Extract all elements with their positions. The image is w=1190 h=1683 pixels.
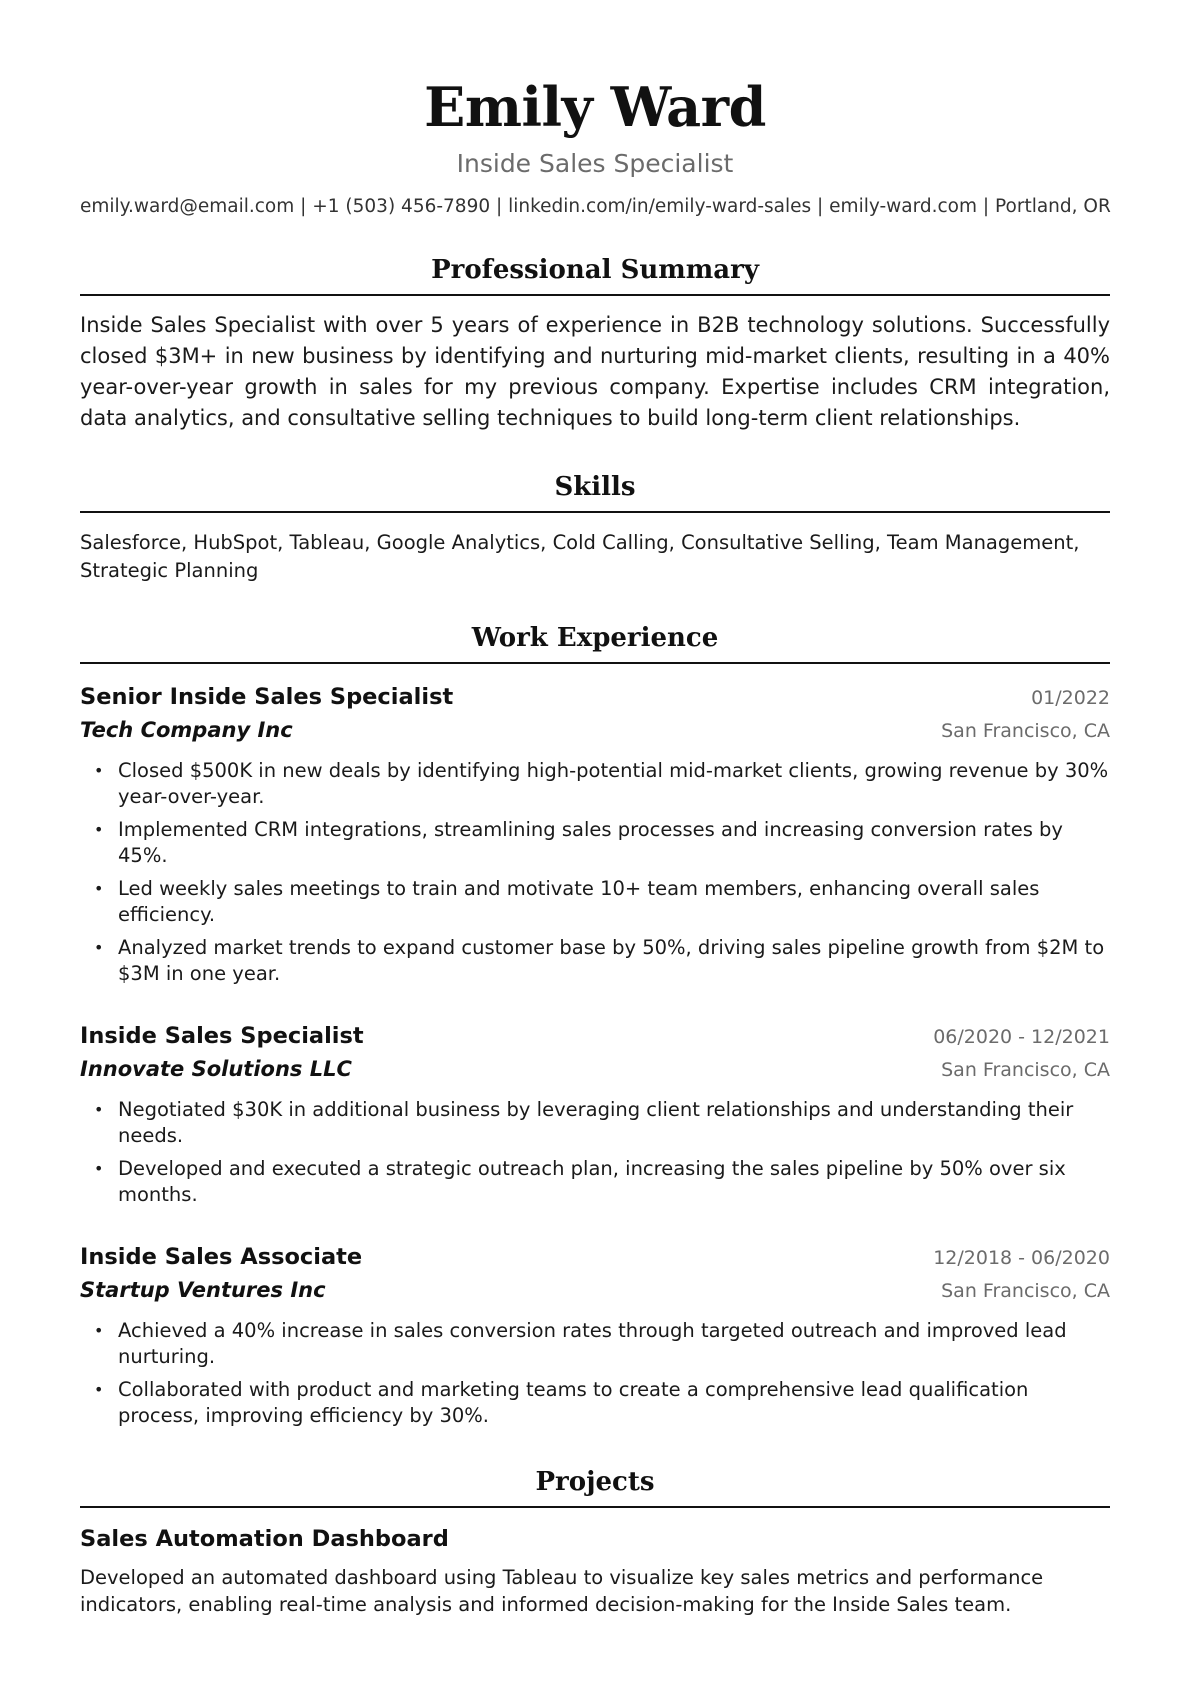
- section-title-skills: Skills: [80, 472, 1110, 513]
- project-title: Sales Automation Dashboard: [80, 1526, 449, 1553]
- job-location: San Francisco, CA: [941, 1059, 1110, 1082]
- job-bullet: • Analyzed market trends to expand customer base by 50%, driving sales pipeline growth from $2M to $3M in one year.: [118, 935, 1110, 987]
- project-description: Developed an automated dashboard using Tableau to visualize key sales metrics and performance indicators, enabling real-time analysis and informed decision-making for the Inside Sales team.: [80, 1566, 1044, 1617]
- job-entry: [80, 1023, 1110, 1208]
- job-title: Inside Sales Specialist: [80, 1023, 364, 1050]
- job-company: Startup Ventures Inc: [80, 1278, 326, 1303]
- job-bullet: • Achieved a 40% increase in sales conversion rates through targeted outreach and improved lead nurturing.: [118, 1318, 1110, 1370]
- contact-line: emily.ward@email.com | +1 (503) 456-7890 | linkedin.com/in/emily-ward-sales | emily-ward.com | Portland, OR: [80, 196, 1111, 218]
- job-entry: [80, 684, 1110, 987]
- job-company: Innovate Solutions LLC: [80, 1057, 352, 1082]
- job-bullets: [80, 1318, 1110, 1429]
- candidate-role: Inside Sales Specialist: [456, 149, 734, 179]
- job-bullets: [80, 1097, 1110, 1208]
- job-bullet: • Developed and executed a strategic outreach plan, increasing the sales pipeline by 50% over six months.: [118, 1156, 1110, 1208]
- section-title-experience: Work Experience: [80, 623, 1110, 664]
- job-bullet: • Implemented CRM integrations, streamlining sales processes and increasing conversion rates by 45%.: [118, 817, 1110, 869]
- summary-section: [80, 255, 1110, 434]
- job-date: 01/2022: [1031, 687, 1110, 710]
- skills-section: [80, 472, 1110, 585]
- job-title: Inside Sales Associate: [80, 1244, 363, 1271]
- job-bullets: [80, 758, 1110, 987]
- job-title: Senior Inside Sales Specialist: [80, 684, 454, 711]
- job-location: San Francisco, CA: [941, 720, 1110, 743]
- job-bullet: • Closed $500K in new deals by identifying high-potential mid-market clients, growing revenue by 30% year-over-year.: [118, 758, 1110, 810]
- job-entry: [80, 1244, 1110, 1429]
- candidate-name: Emily Ward: [424, 75, 766, 139]
- section-title-summary: Professional Summary: [80, 255, 1110, 296]
- job-bullet: • Led weekly sales meetings to train and motivate 10+ team members, enhancing overall sales efficiency.: [118, 876, 1110, 928]
- job-company: Tech Company Inc: [80, 718, 293, 743]
- job-bullet: • Negotiated $30K in additional business by leveraging client relationships and understanding their needs.: [118, 1097, 1110, 1149]
- experience-section: [80, 623, 1110, 1429]
- skills-text: Salesforce, HubSpot, Tableau, Google Analytics, Cold Calling, Consultative Selling, Team Management, Strategic Planning: [80, 531, 1080, 583]
- summary-text: Inside Sales Specialist with over 5 years of experience in B2B technology solutions. Successfully closed $3M+ in new business by identifying and nurturing mid-market clients, resulting in a 40% year-over-year growth in sales for my previous company. Expertise includes CRM integration, data analytics, and consultative selling techniques to build long-term client relationships.: [80, 313, 1110, 431]
- projects-section: [80, 1467, 1110, 1618]
- job-bullet: • Collaborated with product and marketing teams to create a comprehensive lead qualification process, improving efficiency by 30%.: [118, 1377, 1110, 1429]
- job-location: San Francisco, CA: [941, 1280, 1110, 1303]
- section-title-projects: Projects: [80, 1467, 1110, 1508]
- job-date: 06/2020 - 12/2021: [933, 1026, 1110, 1049]
- job-date: 12/2018 - 06/2020: [933, 1247, 1110, 1270]
